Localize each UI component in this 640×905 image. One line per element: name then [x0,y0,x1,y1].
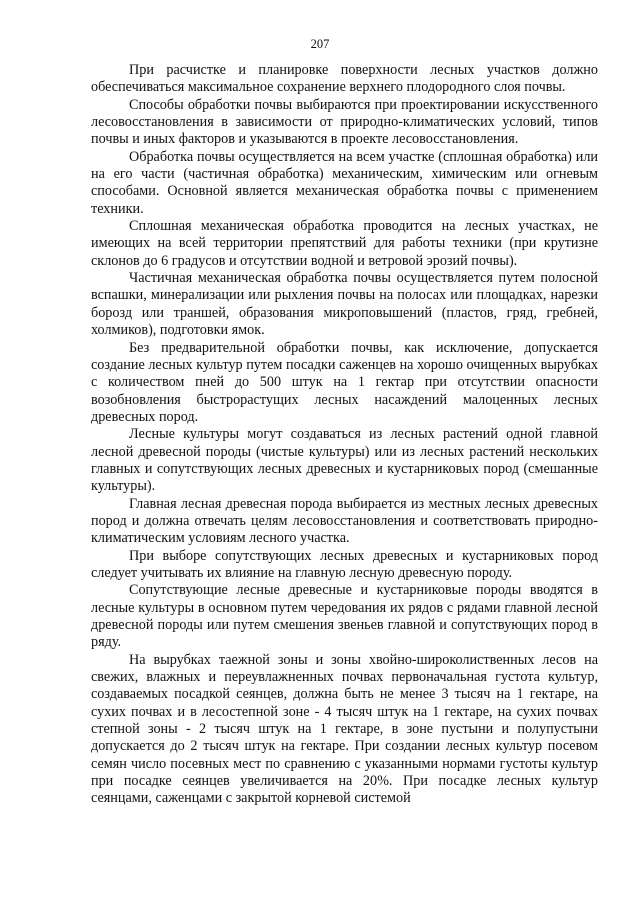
paragraph: Частичная механическая обработка почвы осуществляется путем полосной вспашки, минерализации или рыхления почвы на полосах или площадках, нарезки борозд или траншей, образования микроповышений (пластов, гряд, гребней, холмиков), подготовки ямок. [91,270,598,339]
body-text [91,62,598,808]
paragraph: Способы обработки почвы выбираются при проектировании искусственного лесовосстановления в зависимости от природно-климатических условий, типов почвы и иных факторов и указываются в проекте лесовосстановления. [91,96,598,148]
paragraph: На вырубках таежной зоны и зоны хвойно-широколиственных лесов на свежих, влажных и переувлажненных почвах первоначальная густота культур, создаваемых посадкой сеянцев, должна быть не менее 3 тысяч на 1 гектаре, на сухих почвах и в лесостепной зоне - 4 тысяч штук на 1 гектаре, на сухих почвах степной зоны - 2 тысяч штук на 1 гектаре, в зоне пустыни и полупустыни допускается до 2 тысяч штук на гектаре. При создании лесных культур посевом семян число посевных мест по сравнению с указанными нормами густоты культур при посадке сеянцев увеличивается на 20%. При посадке лесных культур сеянцами, саженцами с закрытой корневой системой [91,651,598,807]
paragraph: Сплошная механическая обработка проводится на лесных участках, не имеющих на всей территории препятствий для работы техники (при крутизне склонов до 6 градусов и отсутствии водной и ветровой эрозий почвы). [91,218,598,269]
paragraph: Сопутствующие лесные древесные и кустарниковые породы вводятся в лесные культуры в основном путем чередования их рядов с рядами главной лесной древесной породы или путем смешения звеньев главной и сопутствующих пород в ряду. [91,582,598,651]
paragraph: При выборе сопутствующих лесных древесных и кустарниковых пород следует учитывать их влияние на главную лесную древесную породу. [91,547,598,581]
paragraph: Лесные культуры могут создаваться из лесных растений одной главной лесной древесной породы (чистые культуры) или из лесных растений нескольких главных и сопутствующих лесных древесных и кустарниковых пород (смешанные культуры). [91,426,598,495]
paragraph: При расчистке и планировке поверхности лесных участков должно обеспечиваться максимальное сохранение верхнего плодородного слоя почвы. [91,62,598,96]
paragraph: Главная лесная древесная порода выбирается из местных лесных древесных пород и должна отвечать целям лесовосстановления и соответствовать природно-климатическим условиям лесного участка. [91,495,598,547]
page-number: 207 [310,37,330,51]
paragraph: Обработка почвы осуществляется на всем участке (сплошная обработка) или на его части (частичная обработка) механическим, химическим или огневым способами. Основной является механическая обработка почвы с применением техники. [91,148,598,217]
paragraph: Без предварительной обработки почвы, как исключение, допускается создание лесных культур путем посадки саженцев на хорошо очищенных вырубках с количеством пней до 500 штук на 1 гектар при отсутствии опасности возобновления быстрорастущих лесных насаждений малоценных лесных древесных пород. [91,339,598,425]
